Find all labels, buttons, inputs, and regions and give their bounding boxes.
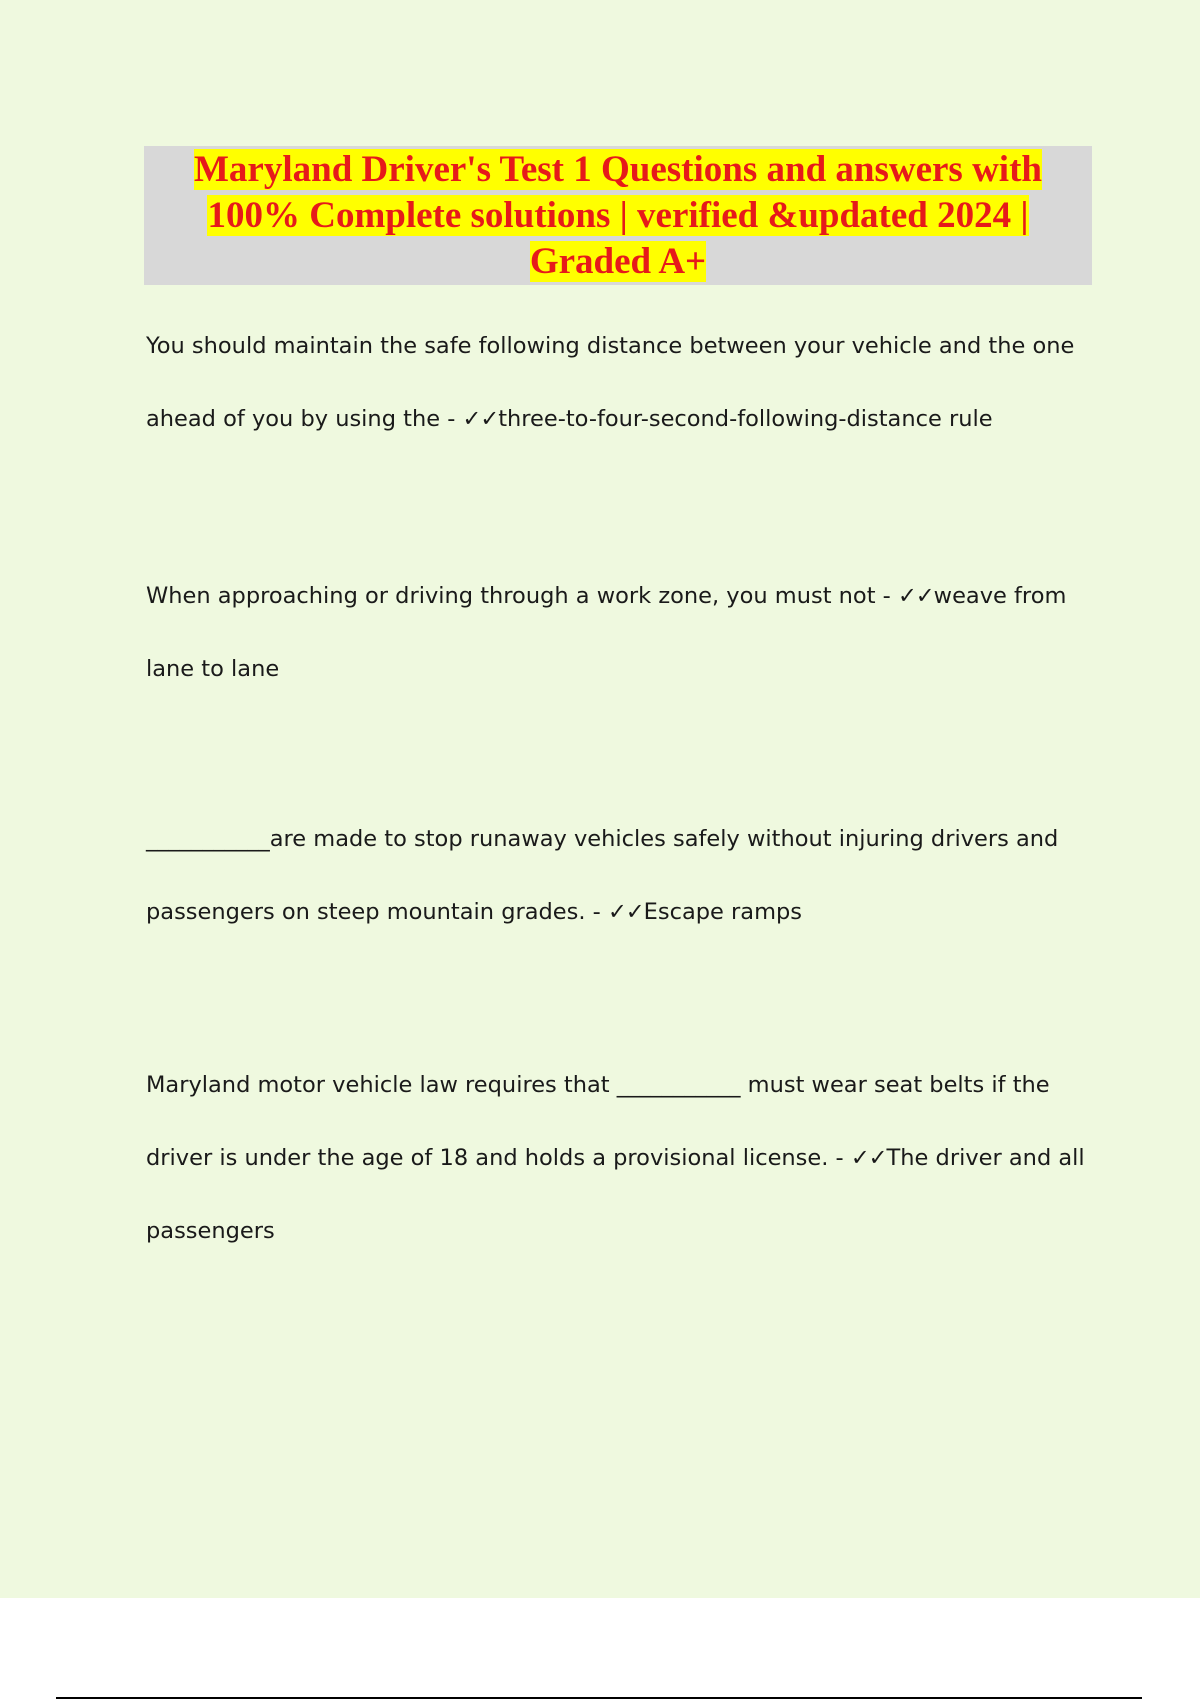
title-banner (144, 146, 1092, 285)
document-title (148, 147, 1088, 285)
qa-item-2 (146, 560, 1096, 706)
check-mark-icon: ✓✓ (850, 1145, 887, 1171)
title-highlight: Maryland Driver's Test 1 Questions and answers with 100% Complete solutions | verified &updated 2024 | Graded A+ (194, 148, 1042, 282)
question-text: ___________are made to stop runaway vehicles safely without injuring drivers and passengers on steep mountain grades. - (146, 826, 1059, 925)
qa-item-4 (146, 1049, 1096, 1268)
answer-text: weave from lane to lane (146, 583, 1067, 682)
qa-item-3 (146, 803, 1096, 949)
answer-text: Escape ramps (643, 899, 802, 925)
check-mark-icon: ✓✓ (897, 583, 934, 609)
footer-divider (56, 1697, 1142, 1699)
answer-text: three-to-four-second-following-distance rule (498, 406, 993, 432)
qa-item-1 (146, 310, 1096, 456)
answer-text: The driver and all passengers (146, 1145, 1085, 1244)
question-text: You should maintain the safe following distance between your vehicle and the one ahead of you by using the - (146, 333, 1075, 432)
check-mark-icon: ✓✓ (462, 406, 499, 432)
question-text: When approaching or driving through a work zone, you must not - (146, 583, 891, 609)
question-text: Maryland motor vehicle law requires that ___________ must wear seat belts if the driver is under the age of 18 and holds a provisional license. - (146, 1072, 1050, 1171)
check-mark-icon: ✓✓ (607, 899, 644, 925)
